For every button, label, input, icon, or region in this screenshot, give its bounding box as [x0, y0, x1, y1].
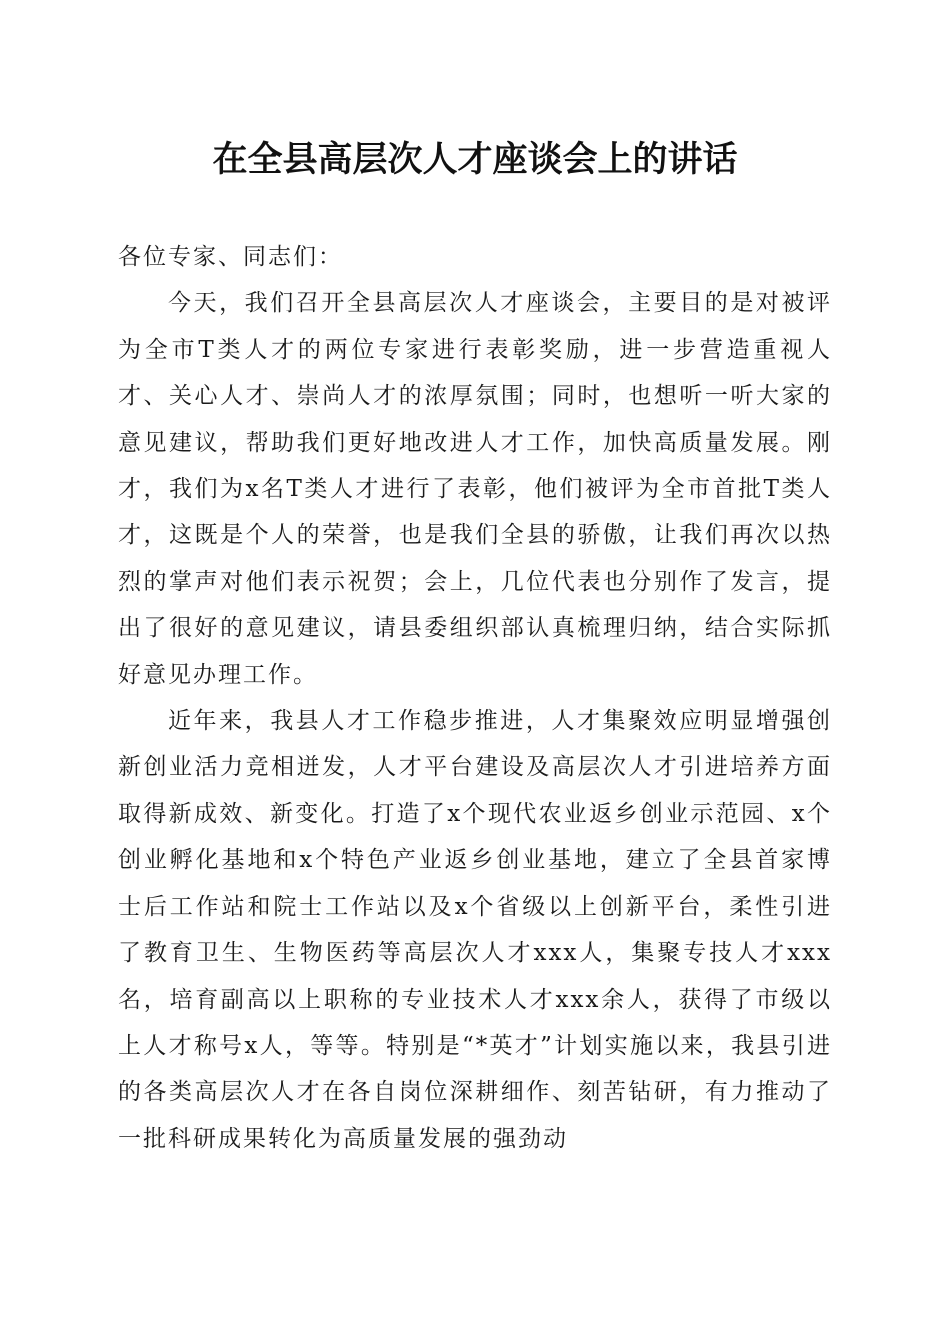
paragraph-1: 今天，我们召开全县高层次人才座谈会，主要目的是对被评为全市T类人才的两位专家进行表彰奖励，进一步营造重视人才、关心人才、崇尚人才的浓厚氛围；同时，也想听一听大家的意见建议，帮助我们更好地改进人才工作，加快高质量发展。刚才，我们为x名T类人才进行了表彰，他们被评为全市首批T类人才，这既是个人的荣誉，也是我们全县的骄傲，让我们再次以热烈的掌声对他们表示祝贺；会上，几位代表也分别作了发言，提出了很好的意见建议，请县委组织部认真梳理归纳，结合实际抓好意见办理工作。 — [118, 290, 832, 688]
salutation: 各位专家、同志们： — [118, 244, 343, 270]
document-body — [118, 234, 832, 1162]
paragraph-2: 近年来，我县人才工作稳步推进，人才集聚效应明显增强创新创业活力竞相迸发，人才平台建设及高层次人才引进培养方面取得新成效、新变化。打造了x个现代农业返乡创业示范园、x个创业孵化基地和x个特色产业返乡创业基地，建立了全县首家博士后工作站和院士工作站以及x个省级以上创新平台，柔性引进了教育卫生、生物医药等高层次人才xxx人，集聚专技人才xxx名，培育副高以上职称的专业技术人才xxx余人，获得了市级以上人才称号x人，等等。特别是“*英才”计划实施以来，我县引进的各类高层次人才在各自岗位深耕细作、刻苦钻研，有力推动了一批科研成果转化为高质量发展的强劲动 — [118, 708, 832, 1152]
document-title: 在全县高层次人才座谈会上的讲话 — [212, 139, 738, 180]
